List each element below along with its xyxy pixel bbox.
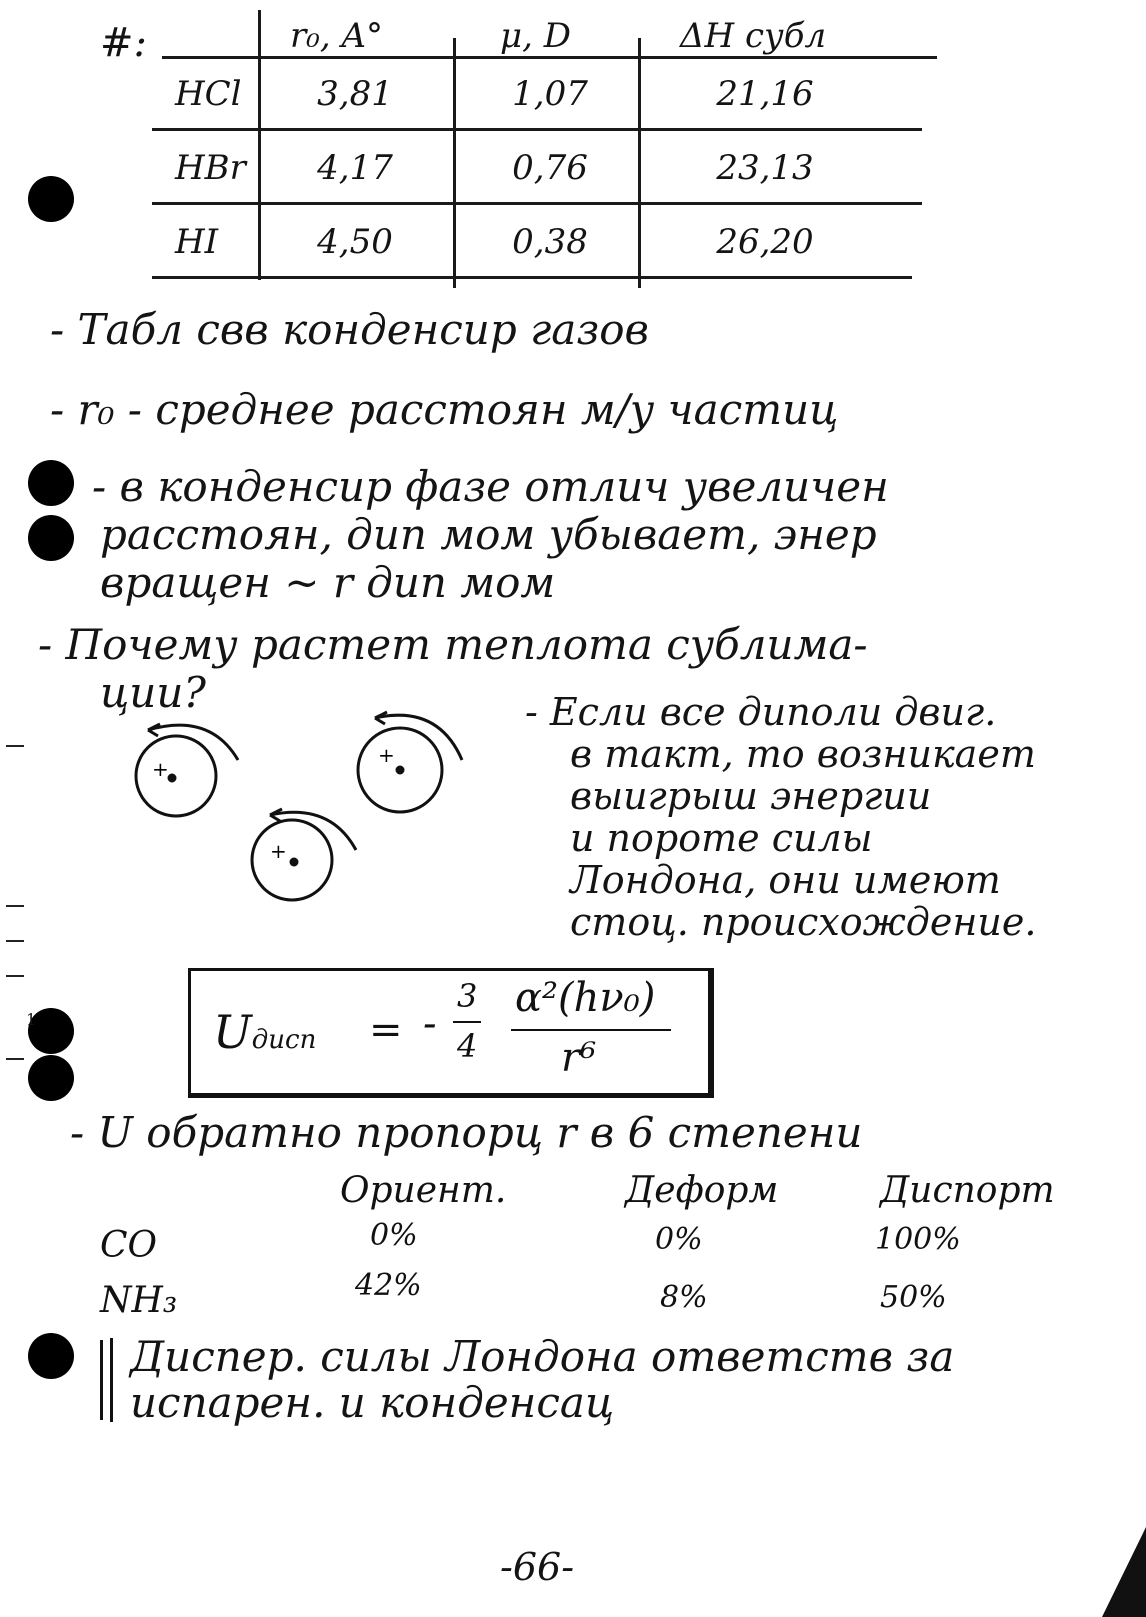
table-column-divider <box>258 10 261 280</box>
contribution-value: 8% <box>660 1280 708 1315</box>
table-header: ΔH субл <box>680 16 827 56</box>
table-header: μ, D <box>500 16 571 56</box>
margin-tick <box>6 975 24 977</box>
note-line: вращен ~ r дип мом <box>100 558 556 607</box>
formula-lhs: Uдисп <box>213 1005 317 1059</box>
contribution-value: 0% <box>655 1222 703 1257</box>
binder-hole <box>28 1055 74 1101</box>
explanation-line: и пороте силы <box>570 816 873 860</box>
note-line: расстоян, дип мом убывает, энер <box>100 510 877 559</box>
table-cell: 1,07 <box>512 74 588 114</box>
dipole-circle <box>252 809 356 900</box>
contribution-value: 0% <box>370 1218 418 1253</box>
contribution-value: 42% <box>355 1268 422 1303</box>
plus-sign: + <box>378 743 395 767</box>
formula-numerator: α²(hν₀) <box>515 975 656 1021</box>
formula-fraction-bar <box>453 1021 481 1023</box>
contribution-value: 50% <box>880 1280 947 1315</box>
table-cell: 0,38 <box>512 222 588 262</box>
table-column-divider <box>453 38 456 288</box>
contribution-row-label: CO <box>100 1225 158 1266</box>
explanation-line: стоц. происхождение. <box>570 900 1037 944</box>
table-cell: 26,20 <box>716 222 814 262</box>
plus-sign: + <box>270 839 287 863</box>
table-row-label: HBr <box>175 148 246 188</box>
binder-hole <box>28 1333 74 1379</box>
contribution-header: Деформ <box>625 1170 779 1211</box>
binder-hole <box>28 176 74 222</box>
margin-mark: 1 <box>26 1010 37 1029</box>
formula-equals: = <box>369 1007 403 1053</box>
note-line: - U обратно пропорц r в 6 степени <box>70 1108 863 1157</box>
table-cell: 21,16 <box>716 74 814 114</box>
margin-tick <box>6 940 24 942</box>
table-cell: 23,13 <box>716 148 814 188</box>
table-row-label: HCl <box>175 74 242 114</box>
explanation-line: в такт, то возникает <box>570 732 1036 776</box>
formula-main-bar <box>511 1029 671 1031</box>
margin-tick <box>6 1058 24 1060</box>
emphasis-bar <box>100 1340 103 1420</box>
contribution-value: 100% <box>875 1222 961 1257</box>
plus-sign: + <box>152 757 169 781</box>
note-line: - в конденсир фазе отлич увеличен <box>92 462 889 511</box>
table-row-line <box>152 202 922 205</box>
note-line: - Почему растет теплота сублима- <box>38 620 868 669</box>
formula-fraction-numerator: 3 <box>457 977 478 1015</box>
formula-fraction-denominator: 4 <box>457 1027 478 1065</box>
explanation-line: выигрыш энергии <box>570 774 932 818</box>
contribution-header: Диспорт <box>880 1170 1055 1211</box>
table-cell: 0,76 <box>512 148 588 188</box>
table-corner-label: #: <box>100 20 147 66</box>
note-line: - Табл свв конденсир газов <box>50 305 649 354</box>
contribution-row-label: NH₃ <box>100 1280 178 1321</box>
corner-mark <box>1102 1527 1146 1617</box>
contribution-header: Ориент. <box>340 1170 507 1211</box>
binder-hole <box>28 515 74 561</box>
formula-box <box>188 968 714 1098</box>
formula-denominator: r⁶ <box>561 1035 597 1081</box>
table-cell: 4,17 <box>317 148 393 188</box>
formula-minus: - <box>423 1001 437 1047</box>
final-note-line: испарен. и конденсац <box>130 1378 615 1427</box>
note-line: ции? <box>100 668 206 717</box>
margin-tick <box>6 745 24 747</box>
table-row-line <box>152 276 912 279</box>
margin-tick <box>6 905 24 907</box>
dipole-circle <box>358 712 462 812</box>
properties-table <box>90 10 950 295</box>
page-number: -66- <box>500 1545 575 1589</box>
table-row-label: HI <box>175 222 219 262</box>
table-row-line <box>152 128 922 131</box>
table-cell: 3,81 <box>317 74 393 114</box>
formula-lhs-subscript: дисп <box>251 1025 317 1055</box>
table-header: r₀, A° <box>290 16 384 56</box>
table-header-line <box>162 56 937 59</box>
binder-hole <box>28 460 74 506</box>
explanation-line: - Если все диполи двиг. <box>525 690 997 734</box>
emphasis-bar <box>110 1338 113 1422</box>
table-cell: 4,50 <box>317 222 393 262</box>
note-line: - r₀ - среднее расстоян м/у частиц <box>50 385 839 434</box>
final-note-line: Диспер. силы Лондона ответств за <box>130 1332 955 1381</box>
explanation-line: Лондона, они имеют <box>570 858 1001 902</box>
